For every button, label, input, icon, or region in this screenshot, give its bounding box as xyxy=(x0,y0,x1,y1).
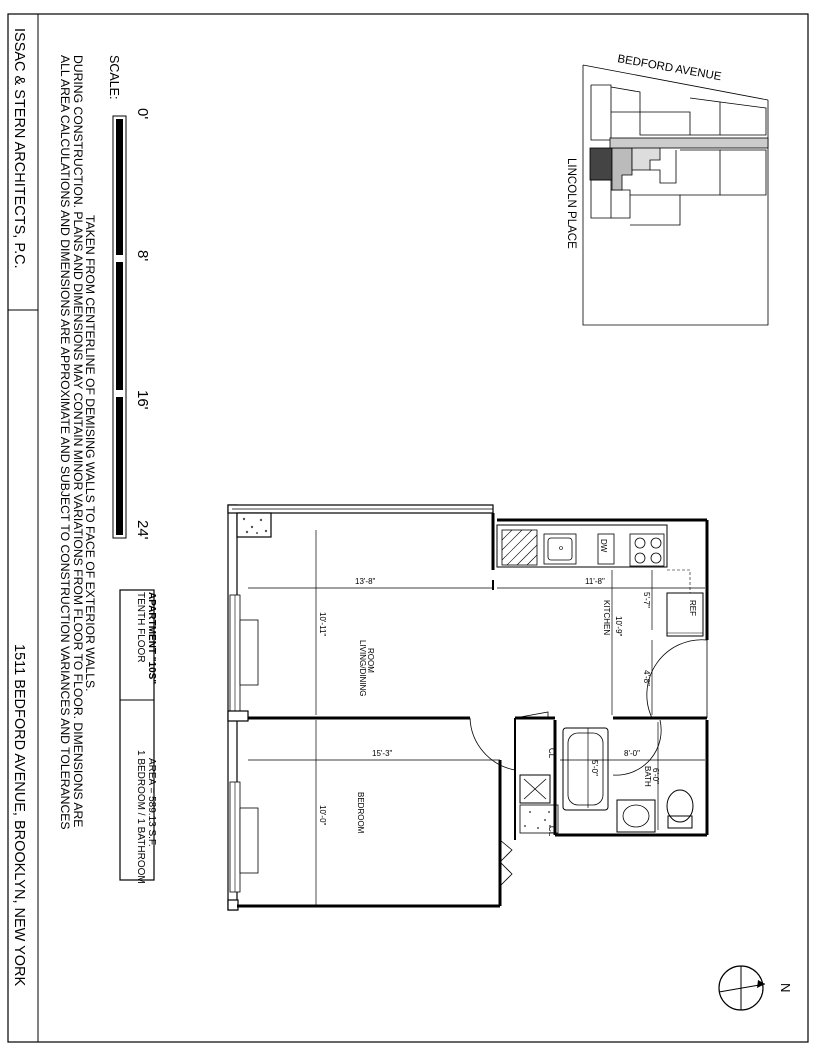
key-plan xyxy=(583,65,768,325)
scale-tick-0: 0' xyxy=(134,108,151,120)
kitchen-counter xyxy=(497,525,667,567)
toilet xyxy=(667,790,693,822)
scale-label: SCALE: xyxy=(107,55,121,100)
bath-door xyxy=(613,720,661,775)
label-dishwasher: DW xyxy=(599,539,608,553)
room-label-living-2: ROOM xyxy=(366,648,375,673)
room-label-kitchen: KITCHEN xyxy=(602,600,611,636)
building-address: 1511 BEDFORD AVENUE, BROOKLYN, NEW YORK xyxy=(11,644,27,987)
note-line-3: TAKEN FROM CENTERLINE OF DEMISING WALLS TO FACE OF EXTERIOR WALLS. xyxy=(83,215,97,692)
dim-bedroom-depth: 15'-3" xyxy=(372,749,393,758)
dim-foyer: 4'-8" xyxy=(642,670,651,686)
scale-bar xyxy=(113,116,126,538)
unit-floor: TENTH FLOOR xyxy=(135,592,146,663)
key-plan-street-bedford: BEDFORD AVENUE xyxy=(616,53,723,84)
key-plan-street-lincoln: LINCOLN PLACE xyxy=(565,158,577,249)
dim-bath-width: 6'-0" xyxy=(651,768,660,784)
sheet-border xyxy=(8,14,808,1042)
note-line-2: DURING CONSTRUCTION. PLANS AND DIMENSIONS MAY CONTAIN MINOR VARIATIONS FROM FLOOR TO FLOOR. DIMENSIONS ARE xyxy=(71,55,85,828)
north-label: N xyxy=(778,983,793,993)
bathtub xyxy=(563,728,608,810)
room-label-living: LIVING/DINING xyxy=(358,640,367,697)
dim-bedroom-width: 10'-0" xyxy=(318,805,327,826)
room-label-closet-2: CL xyxy=(547,826,556,837)
unit-area: AREA = 589.13 S.F. xyxy=(146,758,157,847)
dim-living-depth: 13'-8" xyxy=(355,577,376,586)
dim-living-width: 10'-11" xyxy=(318,612,327,637)
floor-plan xyxy=(228,505,707,910)
dim-kitchen-short: 5'-7" xyxy=(642,592,651,608)
bedroom-door xyxy=(470,718,515,770)
structural-column xyxy=(237,513,271,537)
room-label-closet-1: CL xyxy=(547,748,556,759)
dim-kitchen-width: 10'-9" xyxy=(614,616,623,637)
entry-door xyxy=(647,640,707,718)
note-line-1: ALL AREA CALCULATIONS AND DIMENSIONS ARE APPROXIMATE AND SUBJECT TO CONSTRUCTION VARIANCES AND TOLERANCES xyxy=(58,55,72,830)
scale-tick-16: 16' xyxy=(134,390,151,410)
unit-bedrooms: 1 BEDROOM / 1 BATHROOM xyxy=(135,750,146,884)
scale-tick-8: 8' xyxy=(134,250,151,262)
room-label-bedroom: BEDROOM xyxy=(356,792,365,834)
label-refrigerator: REF xyxy=(688,600,697,616)
dim-kitchen-depth: 11'-8" xyxy=(585,577,605,586)
firm-name: ISSAC & STERN ARCHITECTS, P.C. xyxy=(11,28,27,269)
room-label-bath: BATH xyxy=(643,766,652,787)
dim-tub: 5'-0" xyxy=(590,760,599,776)
north-arrow xyxy=(719,966,765,1010)
dim-bath-depth: 8'-0" xyxy=(624,749,640,758)
scale-tick-24: 24' xyxy=(134,520,151,540)
unit-apartment: APARTMENT "10S" xyxy=(146,592,157,685)
